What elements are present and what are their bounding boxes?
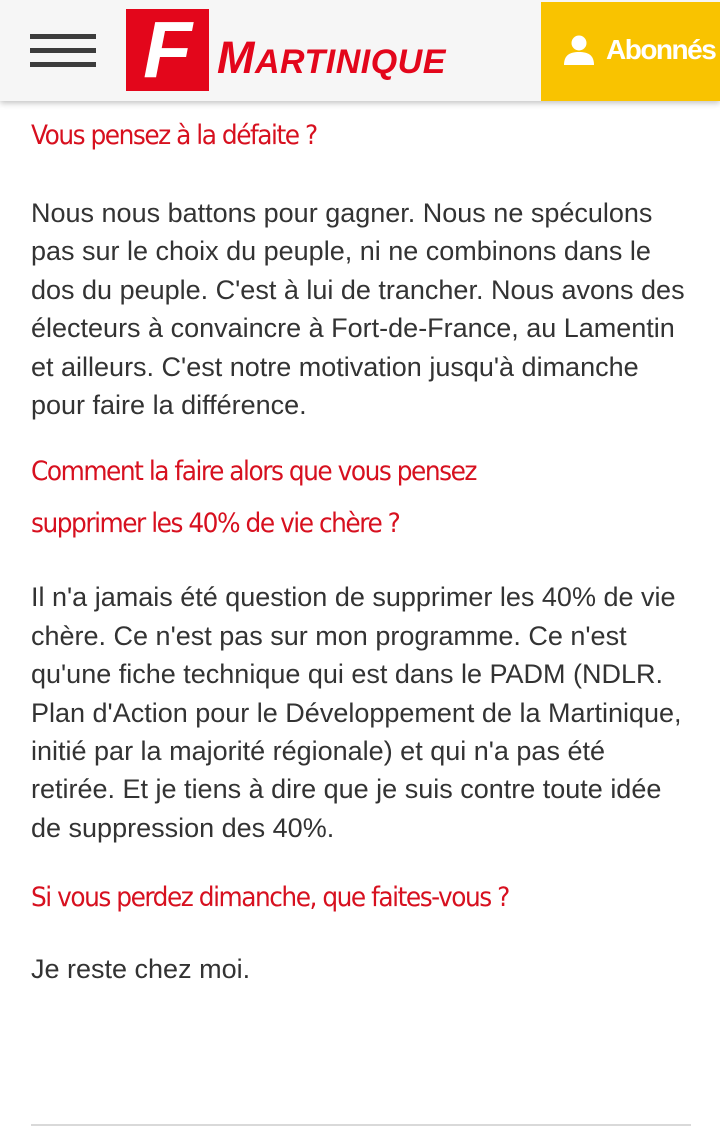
section-divider — [31, 1124, 691, 1126]
site-header — [0, 0, 720, 101]
interview-answer: Nous nous battons pour gagner. Nous ne spéculons pas sur le choix du peuple, ni ne combinons dans le dos du peuple. C'est à lui de trancher. Nous avons des électeurs à convaincre à Fort-de-France, au Lamentin et ailleurs. C'est notre motivation jusqu'à dimanche pour faire la différence. — [31, 198, 685, 421]
logo-wordmark-initial: M — [217, 32, 255, 83]
hamburger-menu-icon[interactable] — [30, 34, 96, 68]
logo-letter: F — [143, 9, 192, 91]
subscribers-button[interactable] — [541, 2, 720, 101]
interview-question: Comment la faire alors que vous pensez — [31, 456, 476, 488]
logo-f-icon[interactable] — [126, 9, 209, 91]
user-icon — [563, 34, 595, 66]
interview-question: Vous pensez à la défaite ? — [31, 120, 317, 151]
article-body — [31, 101, 691, 989]
subscribers-label: Abonnés — [606, 34, 716, 65]
interview-answer: Je reste chez moi. — [31, 954, 251, 985]
logo-wordmark[interactable] — [217, 32, 446, 84]
menu-bar — [30, 48, 96, 53]
menu-bar — [30, 62, 96, 67]
interview-question: supprimer les 40% de vie chère ? — [31, 508, 400, 540]
menu-bar — [30, 34, 96, 39]
logo-wordmark-rest: ARTINIQUE — [255, 43, 446, 81]
interview-question: Si vous perdez dimanche, que faites-vous ? — [31, 882, 509, 914]
interview-answer: Il n'a jamais été question de supprimer les 40% de vie chère. Ce n'est pas sur mon programme. Ce n'est qu'une fiche technique qui est dans le PADM (NDLR. Plan d'Action pour le Développement de la Martinique, initié par la majorité régionale) et qui n'a pas été retirée. Et je tiens à dire que je suis contre toute idée de suppression des 40%. — [31, 582, 682, 843]
